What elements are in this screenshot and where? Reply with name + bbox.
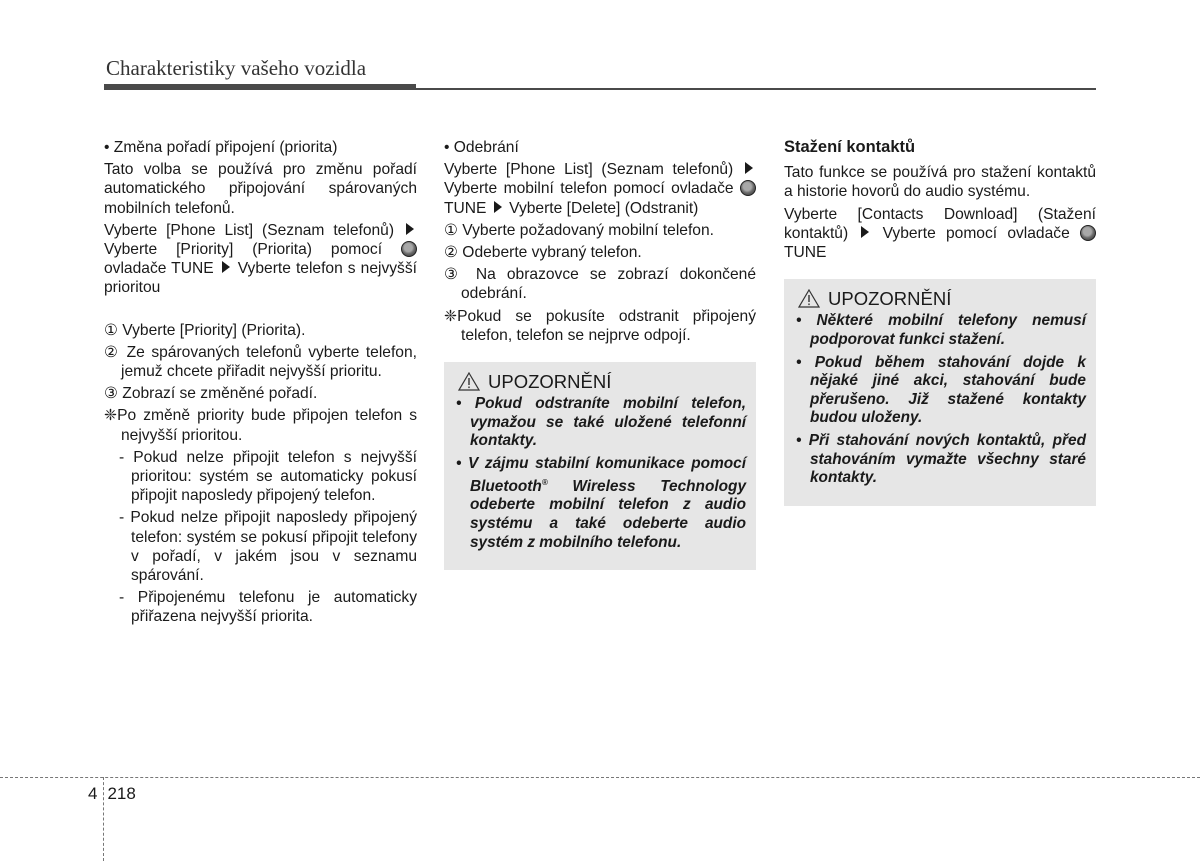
delete-note: ❈Pokud se pokusíte odstranit připojený telefon, telefon se nejprve odpojí.	[444, 307, 756, 344]
header-rule-thick	[104, 84, 416, 90]
instr-phone-list: Vyberte [Phone List] (Seznam telefonů)	[444, 161, 734, 179]
instr-select: Vyberte pomocí ovladače	[882, 224, 1070, 242]
caution-item-2-part-a: • V zájmu stabilní komunikace pomocí Bluetooth	[456, 455, 746, 495]
caution-title: UPOZORNĚNÍ	[488, 371, 612, 393]
arrow-right-icon	[745, 162, 753, 174]
tune-knob-icon	[740, 180, 756, 196]
caution-item-1: • Pokud odstraníte mobilní telefon, vymažou se také uložené telefonní kontakty.	[456, 395, 746, 450]
instr-delete: Vyberte [Delete] (Odstranit)	[509, 199, 699, 217]
arrow-right-icon	[222, 261, 230, 273]
page-number	[88, 784, 136, 804]
step-2: ② Ze spárovaných telefonů vyberte telefon, jemuž chcete přiřadit nejvyšší prioritu.	[104, 343, 417, 381]
delete-instructions	[444, 160, 756, 218]
instr-phone-list: Vyberte [Phone List] (Seznam telefonů)	[104, 221, 395, 239]
caution-header	[794, 289, 1086, 308]
arrow-right-icon	[861, 226, 869, 238]
delete-heading: • Odebrání	[444, 139, 519, 156]
caution-title: UPOZORNĚNÍ	[828, 288, 952, 310]
instr-contacts-download: Vyberte [Contacts Download] (Stažení kontaktů)	[784, 205, 1096, 242]
note-dash-1: - Pokud nelze připojit telefon s nejvyšší prioritou: systém se automaticky pokusí připojit naposledy připojený telefon.	[119, 448, 417, 505]
note-dash-3: - Připojenému telefonu je automaticky přiřazena nejvyšší priorita.	[119, 589, 417, 626]
tune-knob-icon	[401, 241, 417, 257]
caution-item-2-part-b: Wireless Technology odeberte mobilní telefon z audio systému a také odeberte audio systém z mobilního telefonu.	[470, 477, 746, 551]
step-1: ① Vyberte požadovaný mobilní telefon.	[444, 221, 714, 239]
priority-intro: Tato volba se používá pro změnu pořadí automatického připojování spárovaných mobilních telefonů.	[104, 161, 417, 217]
download-intro: Tato funkce se používá pro stažení kontaktů a historie hovorů do audio systému.	[784, 164, 1096, 201]
tune-knob-icon	[1080, 225, 1096, 241]
priority-note: ❈Po změně priority bude připojen telefon s nejvyšší prioritou.	[104, 407, 417, 444]
instr-priority: Vyberte [Priority] (Priorita) pomocí	[104, 241, 383, 259]
instr-select: Vyberte telefon s nejvyšší prioritou	[104, 260, 417, 297]
step-3: ③ Zobrazí se změněné pořadí.	[104, 385, 318, 403]
instr-select-phone: Vyberte mobilní telefon pomocí ovladače	[444, 180, 734, 198]
warning-triangle-icon	[458, 372, 480, 391]
download-instructions	[784, 205, 1096, 263]
instr-tune: ovladače TUNE	[104, 260, 214, 278]
warning-triangle-icon	[798, 289, 820, 308]
instr-tune: TUNE	[784, 244, 827, 262]
arrow-right-icon	[494, 201, 502, 213]
column-delete	[444, 138, 756, 570]
arrow-right-icon	[406, 223, 414, 235]
caution-item-3: • Při stahování nových kontaktů, před stahováním vymažte všechny staré kontakty.	[796, 431, 1086, 487]
registered-mark: ®	[541, 477, 548, 487]
caution-item-2: • Pokud během stahování dojde k nějaké jiné akci, stahování bude přerušeno. Již stažené kontakty budou uloženy.	[796, 353, 1086, 427]
page-header-title: Charakteristiky vašeho vozidla	[106, 56, 367, 80]
step-1: ① Vyberte [Priority] (Priorita).	[104, 321, 306, 339]
instr-tune: TUNE	[444, 199, 487, 217]
caution-header	[454, 372, 746, 391]
footer-divider	[0, 777, 1200, 778]
caution-item-2	[454, 455, 746, 552]
step-3: ③ Na obrazovce se zobrazí dokončené odebrání.	[444, 266, 756, 303]
caution-item-1: • Některé mobilní telefony nemusí podporovat funkci stažení.	[796, 312, 1086, 349]
caution-box-download	[784, 279, 1096, 506]
column-priority	[104, 138, 417, 630]
column-download	[784, 138, 1096, 506]
priority-instructions	[104, 221, 417, 298]
caution-box-delete	[444, 362, 756, 570]
download-title: Stažení kontaktů	[784, 138, 916, 156]
priority-heading: • Změna pořadí připojení (priorita)	[104, 139, 338, 156]
page-number-value: 218	[107, 784, 136, 803]
step-2: ② Odeberte vybraný telefon.	[444, 244, 642, 262]
note-dash-2: - Pokud nelze připojit naposledy připojený telefon: systém se pokusí připojit telefony v pořadí, v jakém jsou v seznamu spárování.	[119, 509, 417, 585]
chapter-number: 4	[88, 784, 98, 803]
